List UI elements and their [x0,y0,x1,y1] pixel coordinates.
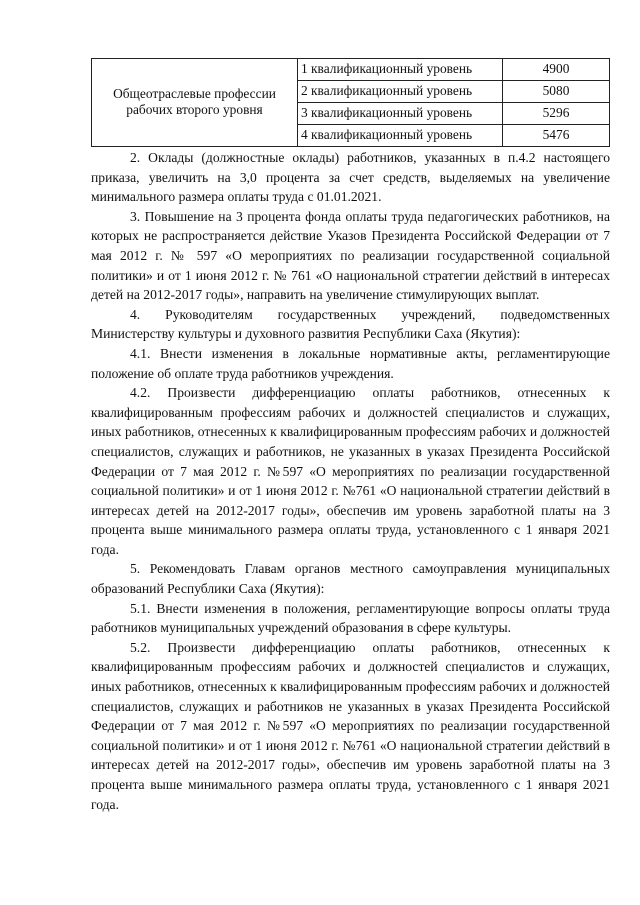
salary-amount-cell: 5080 [503,81,610,103]
document-body [91,148,610,814]
paragraph-5-2: 5.2. Произвести дифференциацию оплаты работников, отнесенных к квалифицированным профессиям рабочих и должностей специалистов и служащих, иных работников, отнесенных к квалифицированным профессиям рабочих и должностей специалистов, служащих и работников не указанных в указах Президента Российской Федерации от 7 мая 2012 г. №597 «О мероприятиях по реализации государственной социальной политики» и от 1 июня 2012 г. №761 «О национальной стратегии действий в интересах детей на 2012-2017 годы», обеспечив им уровень заработной платы на 3 процента выше минимального размера оплаты труда, установленного с 1 января 2021 года. [91,639,610,812]
profession-group-line: Общеотраслевые профессии [113,86,276,101]
profession-group-cell [92,59,298,147]
paragraph-3: 3. Повышение на 3 процента фонда оплаты труда педагогических работников, на которых не распространяется действие Указов Президента Российской Федерации от 7 мая 2012 г. № 597 «О мероприятиях по реализации государственной социальной политики» и от 1 июня 2012 г. № 761 «О национальной стратегии действий в интересах детей на 2012-2017 годы», направить на увеличение стимулирующих выплат. [91,208,610,303]
qualification-level-cell: 2 квалификационный уровень [298,81,503,103]
salary-amount-cell: 5476 [503,125,610,147]
paragraph-4-2: 4.2. Произвести дифференциацию оплаты работников, отнесенных к квалифицированным профессиям рабочих и должностей специалистов и служащих, иных работников, отнесенных к квалифицированным профессиям рабочих и должностей специалистов, служащих и работников, не указанных в указах Президента Российской Федерации от 7 мая 2012 г. №597 «О мероприятиях по реализации государственной социальной политики» и от 1 июня 2012 г. №761 «О национальной стратегии действий в интересах детей на 2012-2017 годы», обеспечив им уровень заработной платы на 3 процента выше минимального размера оплаты труда, установленного с 1 января 2021 года. [91,385,610,557]
paragraph-4-1: 4.1. Внести изменения в локальные нормативные акты, регламентирующие положение об оплате труда работников учреждения. [91,345,610,381]
qualification-level-cell: 3 квалификационный уровень [298,103,503,125]
paragraph-4: 4. Руководителям государственных учреждений, подведомственных Министерству культуры и духовного развития Республики Саха (Якутия): [91,306,610,342]
table-row [92,59,610,81]
salary-table [91,58,610,147]
salary-amount-cell: 5296 [503,103,610,125]
paragraph-5: 5. Рекомендовать Главам органов местного самоуправления муниципальных образований Республики Саха (Якутия): [91,561,610,597]
profession-group-line: рабочих второго уровня [126,102,263,117]
paragraph-2: 2. Оклады (должностные оклады) работников, указанных в п.4.2 настоящего приказа, увеличить на 3,0 процента за счет средств, выделяемых на увеличение минимального размера оплаты труда с 01.01.2021. [91,150,610,205]
paragraph-5-1: 5.1. Внести изменения в положения, регламентирующие вопросы оплаты труда работников муниципальных учреждений образования в сфере культуры. [91,600,610,636]
salary-amount-cell: 4900 [503,59,610,81]
qualification-level-cell: 4 квалификационный уровень [298,125,503,147]
qualification-level-cell: 1 квалификационный уровень [298,59,503,81]
